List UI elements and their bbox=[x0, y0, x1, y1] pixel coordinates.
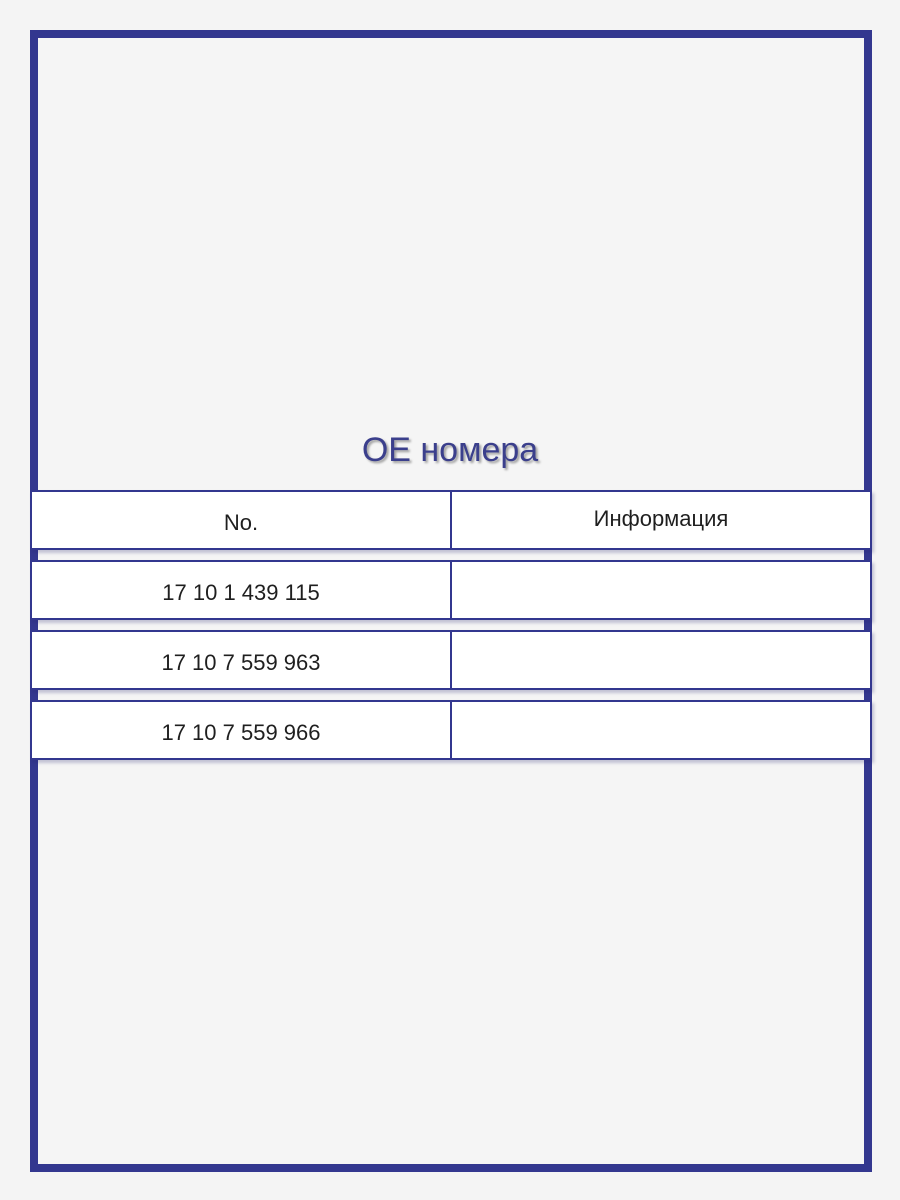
table-row bbox=[30, 630, 872, 690]
column-header-info: Информация bbox=[593, 506, 729, 531]
info-cell bbox=[452, 562, 870, 618]
info-cell bbox=[452, 702, 870, 758]
table-row bbox=[30, 560, 872, 620]
info-cell bbox=[452, 632, 870, 688]
oe-numbers-table bbox=[30, 490, 872, 770]
oe-number-cell: 17 10 7 559 966 bbox=[32, 702, 452, 758]
table-header-row bbox=[30, 490, 872, 550]
oe-number-cell: 17 10 7 559 963 bbox=[32, 632, 452, 688]
oe-number-cell: 17 10 1 439 115 bbox=[32, 562, 452, 618]
page-title: OE номера bbox=[361, 431, 539, 469]
column-header-number: No. bbox=[32, 492, 452, 548]
table-row bbox=[30, 700, 872, 760]
